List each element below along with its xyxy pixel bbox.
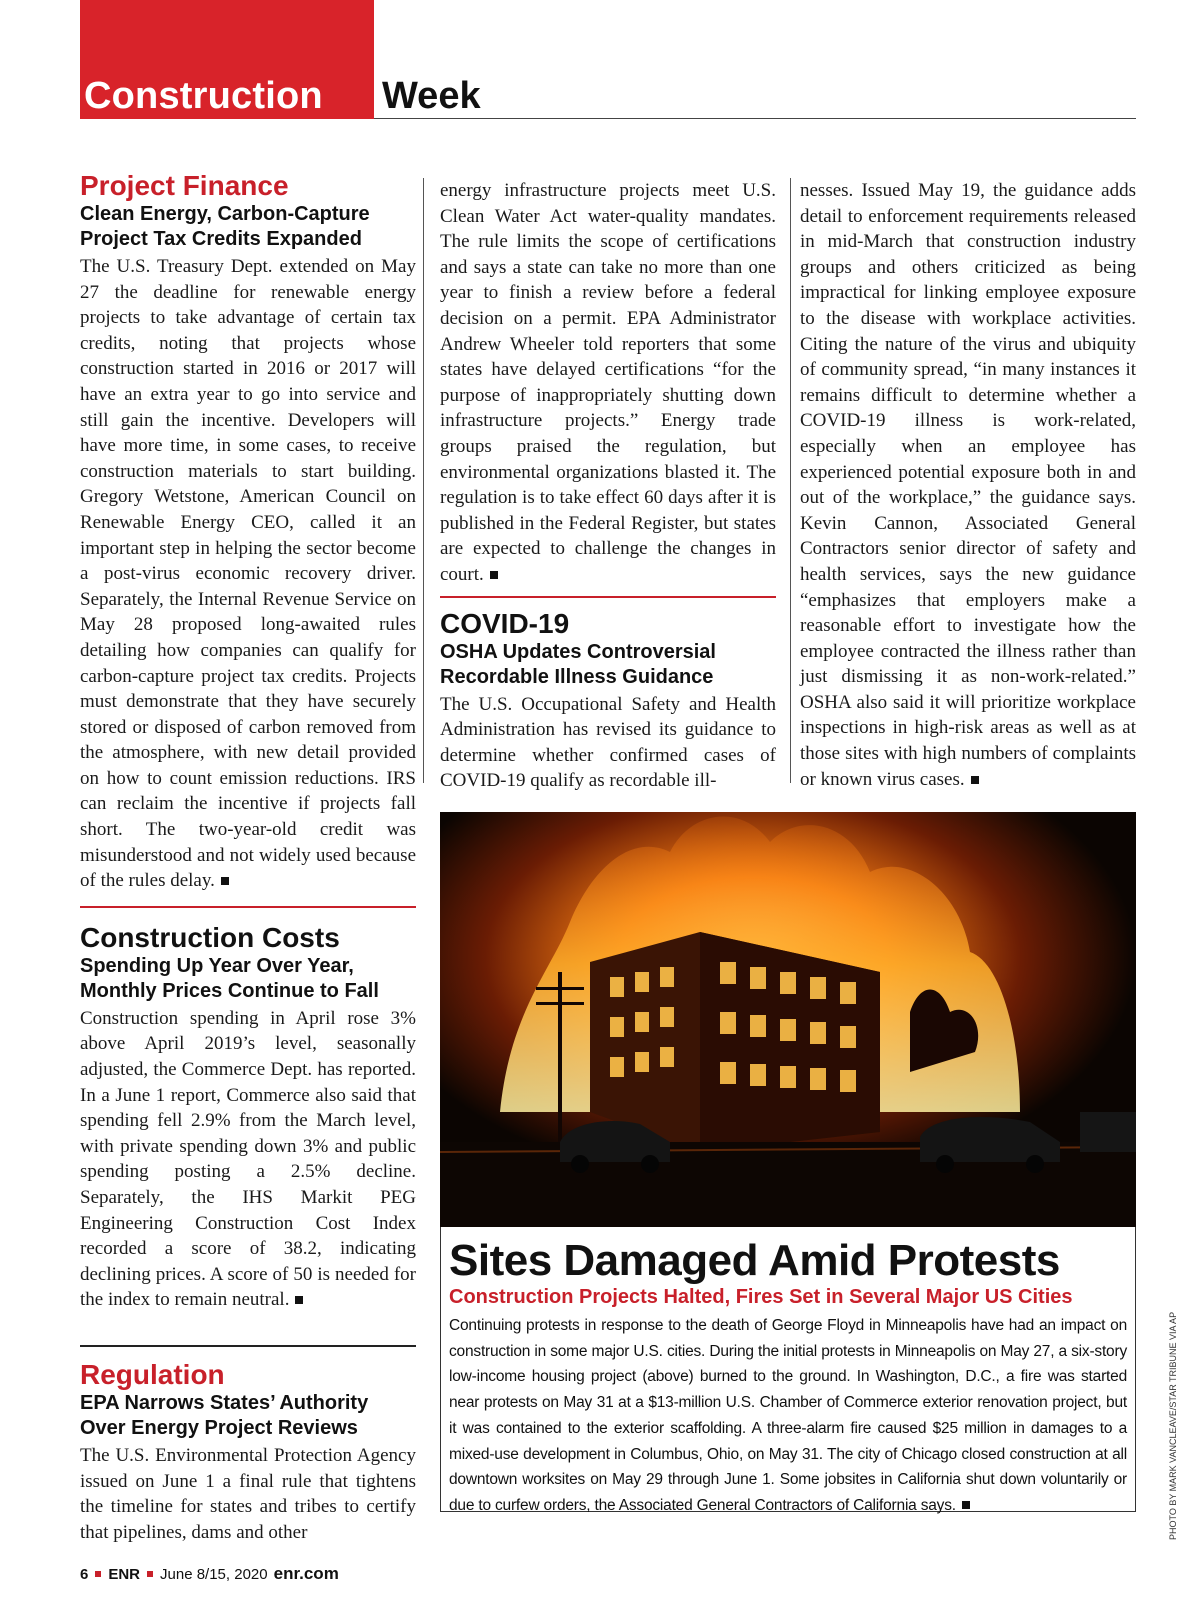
body-project-finance: The U.S. Treasury Dept. extended on May 27 the deadline for renewable energy projects to take advantage of certain tax credits, noting that projects whose construction started in 2016 or 2017 will have an extra year to go into service and still gain the incentive. Developers will have more time, in some cases, to receive construction materials to start building. Gregory Wetstone, American Council on Renewable Energy CEO, called it an important step in helping the sector become a post-virus economic recovery driver. Separately, the Internal Revenue Service on May 28 proposed long-awaited rules detailing how companies can qualify for carbon-capture project tax credits. Projects must demonstrate that they have securely stored or disposed of carbon removed from the atmosphere, with new detail provided on how to count emission reductions. IRS can reclaim the incentive if projects fall short. The two-year-old credit was misunderstood and not widely used because of the rules delay.: [80, 256, 416, 892]
header-title-construction: Construction: [84, 75, 323, 117]
body-construction-costs: Construction spending in April rose 3% above April 2019’s level, seasonally adjusted, the Commerce Dept. has reported. In a June 1 report, Commerce also said that spending fell 2.9% from the March level, with private spending down 3% and public spending posting a 2.5% decline. Separately, the IHS Markit PEG Engineering Construction Cost Index recorded a score of 38.2, indicating declining prices. A score of 50 is needed for the index to remain neutral.: [80, 1007, 416, 1311]
section-title-construction-costs: Construction Costs: [80, 921, 340, 953]
article-project-finance: [80, 170, 416, 894]
article-regulation: [80, 1359, 416, 1545]
headline-osha: OSHA Updates Controversial Recordable Illness Guidance: [440, 640, 716, 688]
end-mark: [490, 571, 498, 579]
section-divider: [80, 1345, 416, 1347]
page-number: 6: [80, 1566, 89, 1583]
end-mark: [221, 877, 229, 885]
body-regulation: The U.S. Environmental Protection Agency issued on June 1 a final rule that tightens the timeline for states and tribes to certify that pipelines, dams and other: [80, 1444, 416, 1543]
headline-spending: Spending Up Year Over Year, Monthly Prices Continue to Fall: [80, 954, 379, 1002]
body-covid-19: The U.S. Occupational Safety and Health Administration has revised its guidance to determine whether confirmed cases of COVID-19 qualify as recordable ill-: [440, 693, 776, 792]
column-3: [800, 178, 1136, 792]
end-mark: [295, 1296, 303, 1304]
column-2: [440, 178, 776, 794]
section-title-regulation: Regulation: [80, 1358, 225, 1390]
article-covid-19: [440, 608, 776, 794]
issue-date: June 8/15, 2020: [160, 1566, 268, 1583]
feature-title: Sites Damaged Amid Protests: [449, 1236, 1060, 1285]
article-construction-costs: [80, 922, 416, 1313]
page-footer: [80, 1564, 339, 1584]
header-rule: [374, 118, 1136, 119]
column-divider: [423, 178, 424, 783]
end-mark: [962, 1501, 970, 1509]
separator-square: [95, 1571, 101, 1577]
headline-epa: EPA Narrows States’ Authority Over Energy Project Reviews: [80, 1391, 369, 1439]
column-divider: [790, 178, 791, 783]
end-mark: [971, 776, 979, 784]
header-title-week: Week: [382, 75, 481, 117]
photo-credit: PHOTO BY MARK VANCLEAVE/STAR TRIBUNE VIA AP: [1168, 1311, 1178, 1540]
column-1: [80, 170, 416, 1545]
fire-photo: [440, 812, 1136, 1227]
feature-caption-box: [440, 1227, 1136, 1512]
body-covid-continued: nesses. Issued May 19, the guidance adds detail to enforcement requirements released in mid-March that construction industry groups and others criticized as being impractical for linking employee exposure to the disease with workplace activities. Citing the nature of the virus and ubiquity of community spread, “in many instances it remains difficult to determine whether a COVID-19 illness is work-related, especially when an employee has experienced potential exposure both in and out of the workplace,” the guidance says. Kevin Cannon, Associated General Contractors senior director of safety and health services, says the new guidance “emphasizes that employers make a reasonable effort to investigate how the employee contracted the illness rather than just dismissing it as non-work-related.” OSHA also said it will prioritize workplace inspections in high-risk areas as well as at those sites with high numbers of complaints or known virus cases.: [800, 180, 1136, 790]
site-url: enr.com: [273, 1564, 339, 1583]
brand-name: ENR: [108, 1566, 141, 1583]
section-divider: [440, 596, 776, 598]
burning-building-illustration: [440, 812, 1136, 1227]
body-regulation-continued: energy infrastructure projects meet U.S. Clean Water Act water-quality mandates. The rule limits the scope of certifications and says a state can take no more than one year to finish a review before a federal decision on a permit. EPA Administrator Andrew Wheeler told reporters that some states have delayed certifications “for the purpose of inappropriately shutting down infrastructure projects.” Energy trade groups praised the regulation, but environmental organizations blasted it. The regulation is to take effect 60 days after it is published in the Federal Register, but states are expected to challenge the changes in court.: [440, 180, 776, 585]
feature-body: Continuing protests in response to the death of George Floyd in Minneapolis have had an impact on construction in some major U.S. cities. During the initial protests in Minneapolis on May 27, a six-story low-income housing project (above) burned to the ground. In Washington, D.C., a fire was started near protests on May 31 at a $13-million U.S. Chamber of Commerce exterior renovation project, but it was contained to the exterior scaffolding. A three-alarm fire caused $25 million in damages to a mixed-use development in Columbus, Ohio, on May 31. The city of Chicago closed construction at all downtown worksites on May 29 through June 1. Some jobsites in California shut down voluntarily or due to curfew orders, the Associated General Contractors of California says.: [449, 1317, 1127, 1514]
section-title-covid-19: COVID-19: [440, 607, 570, 639]
section-divider: [80, 906, 416, 908]
separator-square: [147, 1571, 153, 1577]
section-title-project-finance: Project Finance: [80, 170, 289, 201]
feature-subtitle: Construction Projects Halted, Fires Set in Several Major US Cities: [449, 1286, 1073, 1308]
headline-tax-credits: Clean Energy, Carbon-Capture Project Tax Credits Expanded: [80, 203, 370, 250]
